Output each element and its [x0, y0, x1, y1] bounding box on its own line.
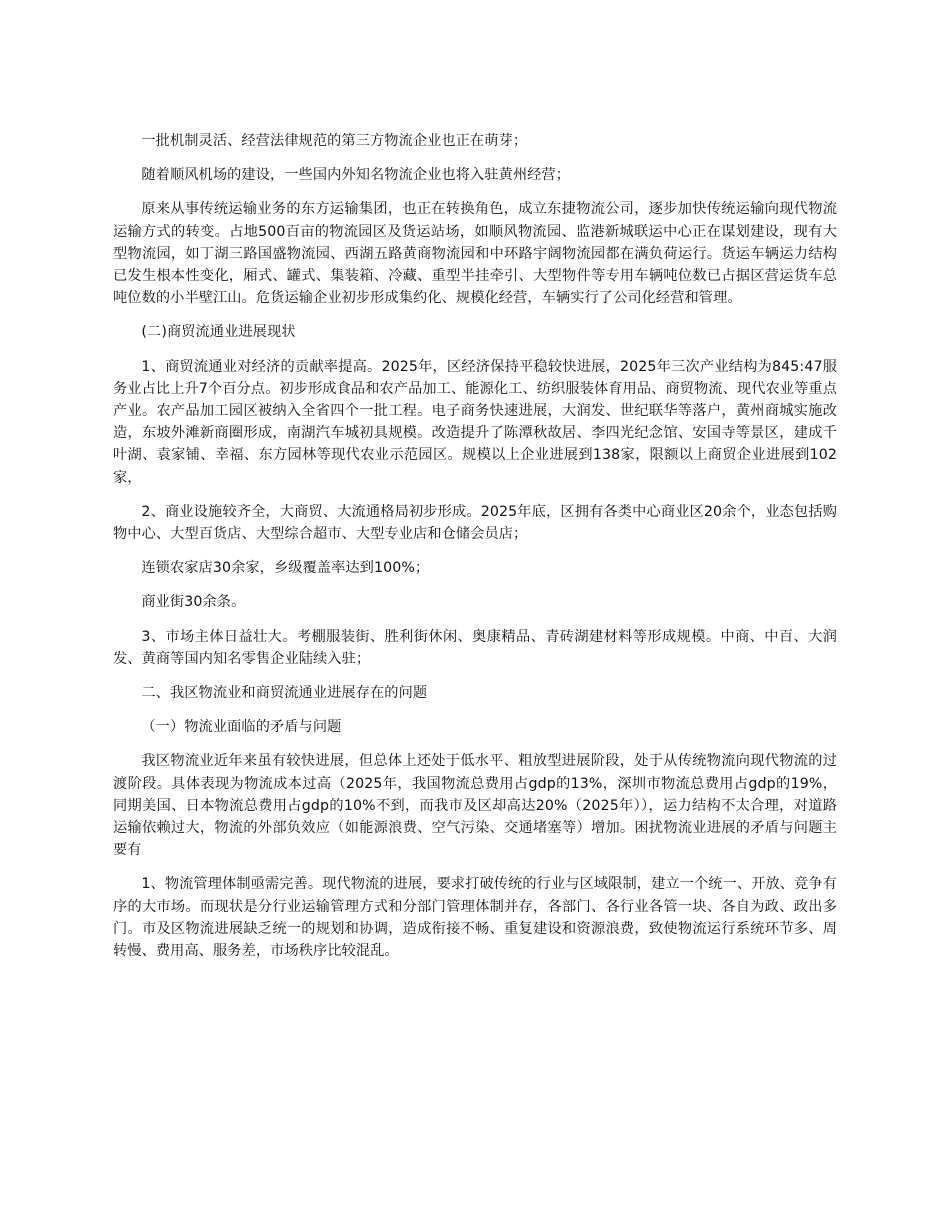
section-heading-commerce-status: (二)商贸流通业进展现状 [141, 324, 296, 341]
paragraph-management-system: 1、物流管理体制亟需完善。现代物流的进展，要求打破传统的行业与区域限制，建立一个统一、开放、竞争有序的大市场。而现状是分行业运输管理方式和分部门管理体制并存，各部门、各行业各管一块、各自为政、政出多门。市及区物流进展缺乏统一的规划和协调，造成衔接不畅、重复建设和资源浪费，致使物流运行系统环节多、周转慢、费用高、服务差，市场秩序比较混乱。 [113, 876, 837, 960]
paragraph-market-entities: 3、市场主体日益壮大。考棚服装街、胜利街休闲、奥康精品、青砖湖建材料等形成规模。中商、中百、大润发、黄商等国内知名零售企业陆续入驻； [113, 628, 837, 667]
subsection-heading-logistics-issues: （一）物流业面临的矛盾与问题 [141, 719, 342, 736]
paragraph-third-party-logistics: 一批机制灵活、经营法律规范的第三方物流企业也正在萌芽； [141, 133, 528, 149]
section-heading-problems: 二、我区物流业和商贸流通业进展存在的问题 [141, 685, 428, 702]
paragraph-contribution-rate: 1、商贸流通业对经济的贡献率提高。2025年，区经济保持平稳较快进展，2025年三次产业结构为845:47服务业占比上升7个百分点。初步形成食品和农产品加工、能源化工、纺织服装体育用品、商贸物流、现代农业等重点产业。农产品加工园区被纳入全省四个一批工程。电子商务快速进展，大润发、世纪联华等落户，黄州商城实施改造，东坡外滩新商圈形成，南湖汽车城初具规模。改造提升了陈潭秋故居、李四光纪念馆、安国寺等景区，建成千叶湖、袁家铺、幸福、东方园林等现代农业示范园区。规模以上企业进展到138家，限额以上商贸企业进展到102家， [113, 358, 837, 486]
paragraph-airport: 随着顺风机场的建设，一些国内外知名物流企业也将入驻黄州经营； [141, 167, 571, 184]
paragraph-commercial-facilities: 2、商业设施较齐全，大商贸、大流通格局初步形成。2025年底，区拥有各类中心商业区20余个，业态包括购物中心、大型百货店、大型综合超市、大型专业店和仓储会员店； [113, 503, 837, 543]
paragraph-chain-stores: 连锁农家店30余家，乡级覆盖率达到100%； [141, 560, 430, 577]
document-body [113, 130, 837, 962]
paragraph-logistics-overview: 我区物流业近年来虽有较快进展，但总体上还处于低水平、粗放型进展阶段，处于从传统物流向现代物流的过渡阶段。具体表现为物流成本过高（2025年，我国物流总费用占gdp的13%，深圳市物流总费用占gdp的19%，同期美国、日本物流总费用占gdp的10%不到，而我市及区却高达20%（2025年）），运力结构不太合理，对道路运输依赖过大，物流的外部负效应（如能源浪费、空气污染、交通堵塞等）增加。困扰物流业进展的矛盾与问题主要有 [113, 753, 837, 859]
paragraph-dongfang-transport: 原来从事传统运输业务的东方运输集团，也正在转换角色，成立东捷物流公司，逐步加快传统运输向现代物流运输方式的转变。占地500百亩的物流园区及货运站场，如顺风物流园、监港新城联运中心正在谋划建设，现有大型物流园，如丁湖三路国盛物流园、西湖五路黄商物流园和中环路宇阔物流园都在满负荷运行。货运车辆运力结构已发生根本性变化，厢式、罐式、集装箱、冷藏、重型半挂牵引、大型物件等专用车辆吨位数已占据区营运货车总吨位数的小半壁江山。危货运输企业初步形成集约化、规模化经营，车辆实行了公司化经营和管理。 [113, 201, 837, 307]
paragraph-commercial-streets: 商业街30余条。 [141, 594, 246, 611]
